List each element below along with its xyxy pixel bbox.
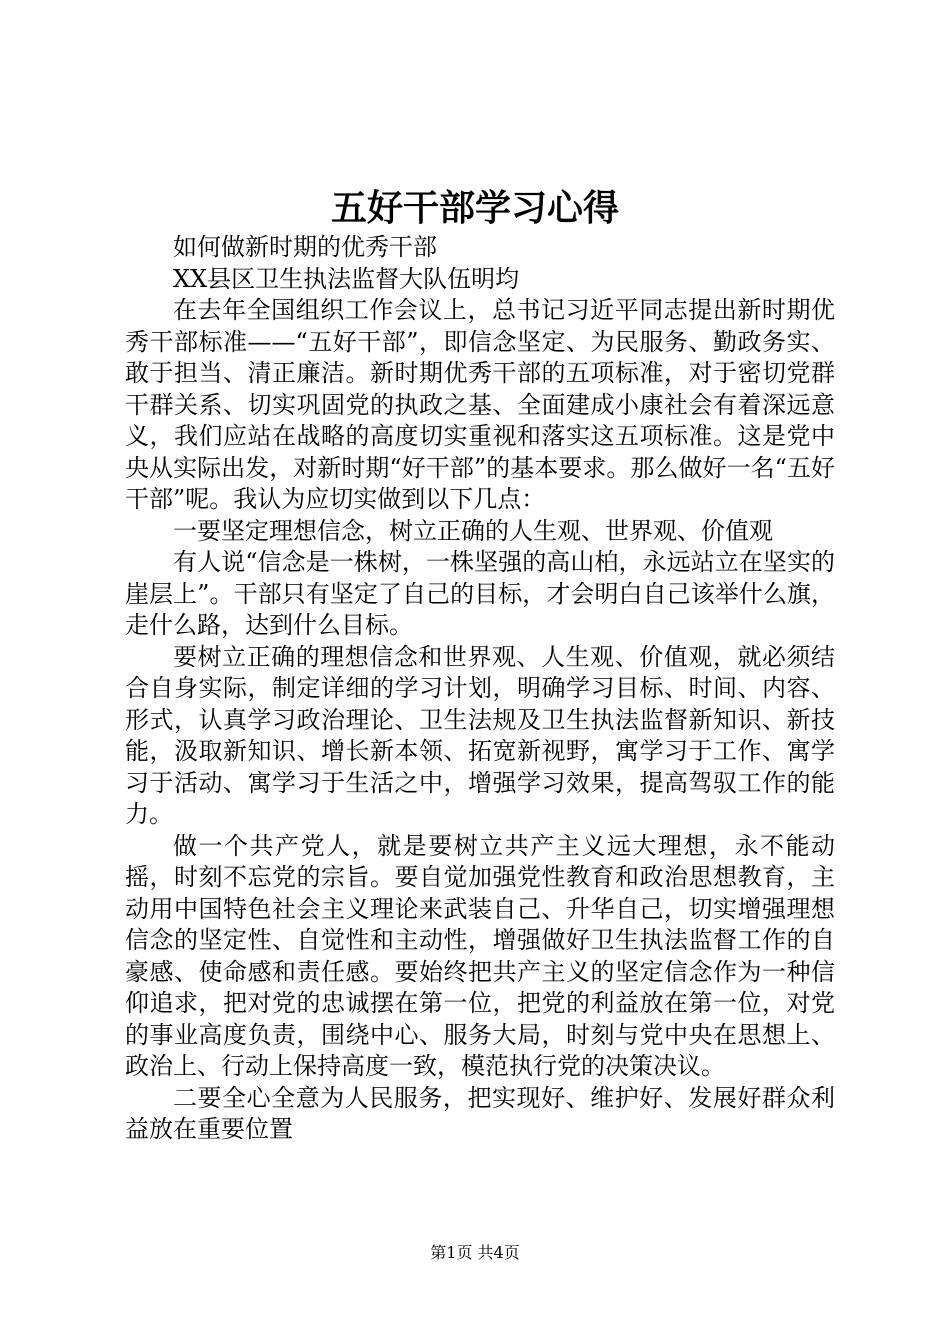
section-heading-paragraph: 二要全心全意为人民服务，把实现好、维护好、发展好群众利益放在重要位置 — [125, 1083, 835, 1143]
body-paragraph: 要树立正确的理想信念和世界观、人生观、价值观，就必须结合自身实际，制定详细的学习计划，明确学习目标、时间、内容、形式，认真学习政治理论、卫生法规及卫生执法监督新知识、新技能，汲取新知识、增长新本领、拓宽新视野，寓学习于工作、寓学习于活动、寓学习于生活之中，增强学习效果，提高驾驭工作的能力。 — [125, 642, 835, 828]
body-paragraph: 有人说“信念是一株树，一株坚强的高山柏，永远站立在坚实的崖层上”。干部只有坚定了自己的目标，才会明白自己该举什么旗，走什么路，达到什么目标。 — [125, 548, 835, 639]
subtitle-paragraph: 如何做新时期的优秀干部 — [173, 233, 437, 261]
document-body — [125, 232, 835, 1146]
page-number-footer: 第1页 共4页 — [430, 1243, 520, 1262]
section-heading-paragraph: 一要坚定理想信念，树立正确的人生观、世界观、价值观 — [173, 516, 773, 545]
author-paragraph: XX县区卫生执法监督大队伍明均 — [173, 264, 520, 293]
body-paragraph: 做一个共产党人，就是要树立共产主义远大理想，永不能动摇，时刻不忘党的宗旨。要自觉加强党性教育和政治思想教育，主动用中国特色社会主义理论来武装自己、升华自己，切实增强理想信念的坚定性、自觉性和主动性，增强做好卫生执法监督工作的自豪感、使命感和责任感。要始终把共产主义的坚定信念作为一种信仰追求，把对党的忠诚摆在第一位，把党的利益放在第一位，对党的事业高度负责，围绕中心、服务大局，时刻与党中央在思想上、政治上、行动上保持高度一致，模范执行党的决策决议。 — [125, 831, 835, 1080]
document-title: 五好干部学习心得 — [330, 187, 619, 229]
body-paragraph: 在去年全国组织工作会议上，总书记习近平同志提出新时期优秀干部标准——“五好干部”，即信念坚定、为民服务、勤政务实、敢于担当、清正廉洁。新时期优秀干部的五项标准，对于密切党群干群关系、切实巩固党的执政之基、全面建成小康社会有着深远意义，我们应站在战略的高度切实重视和落实这五项标准。这是党中央从实际出发，对新时期“好干部”的基本要求。那么做好一名“五好干部”呢。我认为应切实做到以下几点： — [125, 296, 835, 513]
